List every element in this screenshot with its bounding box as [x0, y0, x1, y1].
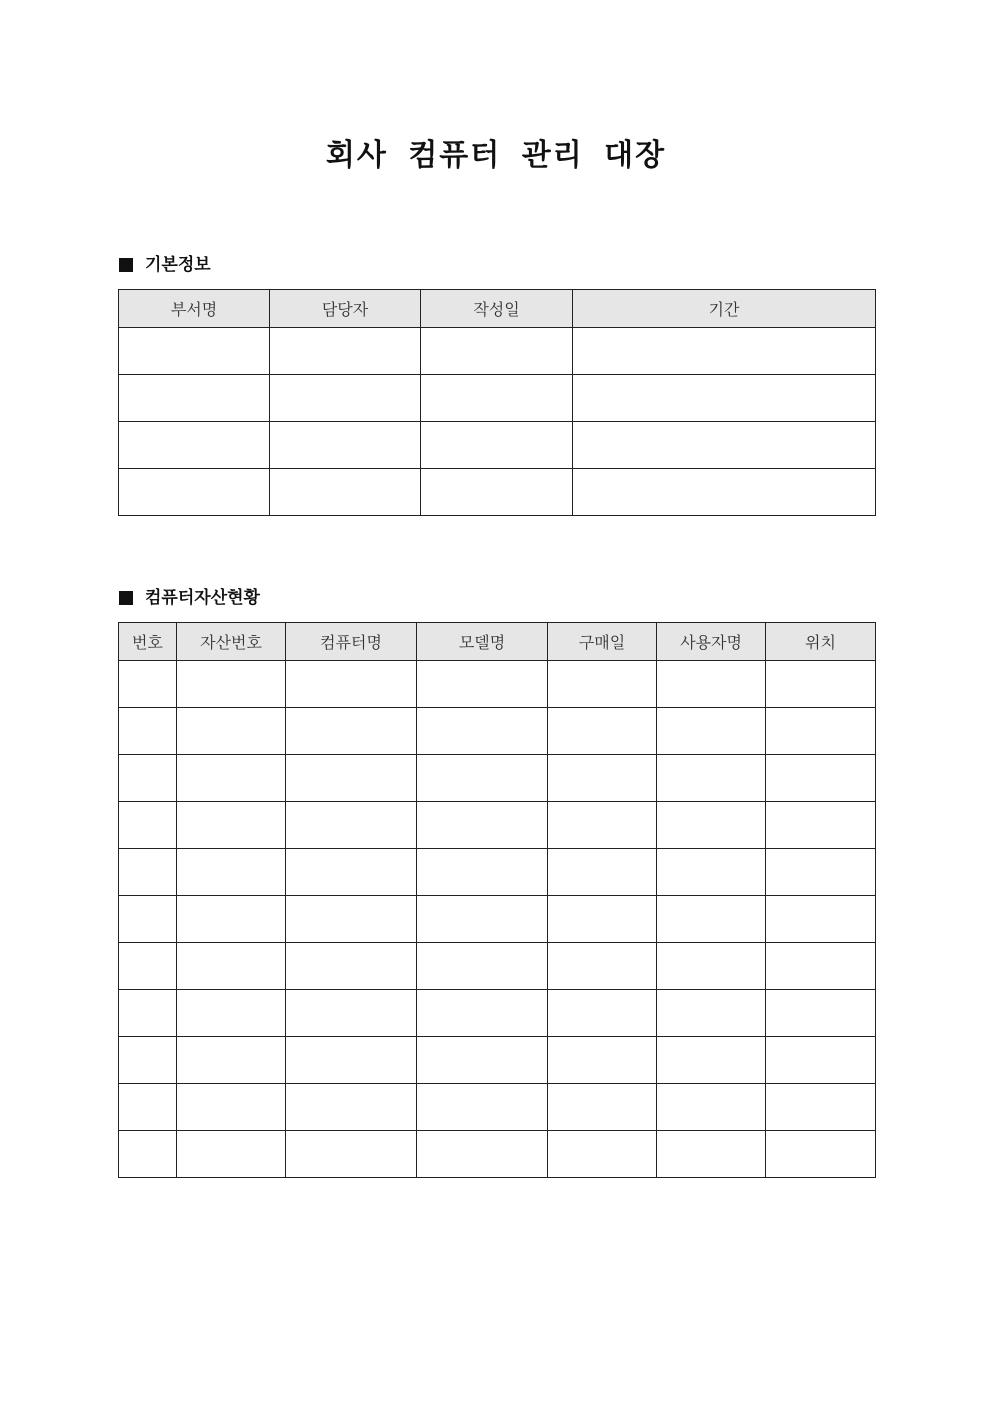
table-row — [119, 943, 876, 990]
table-row — [119, 469, 876, 516]
table-cell[interactable] — [417, 1037, 548, 1084]
table-cell[interactable] — [417, 1084, 548, 1131]
table-cell[interactable] — [119, 1084, 177, 1131]
table-cell[interactable] — [421, 422, 573, 469]
table-cell[interactable] — [657, 802, 766, 849]
table-cell[interactable] — [548, 708, 657, 755]
table-cell[interactable] — [548, 755, 657, 802]
table-cell[interactable] — [548, 661, 657, 708]
table-cell[interactable] — [119, 661, 177, 708]
table-cell[interactable] — [657, 661, 766, 708]
table-cell[interactable] — [177, 1131, 286, 1178]
table-cell[interactable] — [548, 802, 657, 849]
table-cell[interactable] — [119, 896, 177, 943]
table-cell[interactable] — [177, 1084, 286, 1131]
column-header-date-written: 작성일 — [421, 290, 573, 328]
basic-info-table — [118, 289, 876, 516]
table-cell[interactable] — [657, 990, 766, 1037]
table-cell[interactable] — [286, 943, 417, 990]
table-cell[interactable] — [286, 1084, 417, 1131]
basic-info-heading — [119, 253, 211, 277]
table-cell[interactable] — [766, 896, 876, 943]
column-header-asset-number: 자산번호 — [177, 623, 286, 661]
table-cell[interactable] — [177, 661, 286, 708]
table-cell[interactable] — [548, 849, 657, 896]
table-cell[interactable] — [548, 1131, 657, 1178]
table-cell[interactable] — [417, 943, 548, 990]
column-header-period: 기간 — [573, 290, 876, 328]
table-cell[interactable] — [573, 375, 876, 422]
table-cell[interactable] — [548, 990, 657, 1037]
table-cell[interactable] — [548, 1037, 657, 1084]
asset-status-body — [119, 661, 876, 1178]
table-cell[interactable] — [766, 755, 876, 802]
table-row — [119, 755, 876, 802]
table-cell[interactable] — [766, 1037, 876, 1084]
column-header-number: 번호 — [119, 623, 177, 661]
asset-status-heading-label: 컴퓨터자산현황 — [145, 588, 260, 608]
table-cell[interactable] — [270, 328, 421, 375]
table-row — [119, 849, 876, 896]
basic-info-heading-label: 기본정보 — [145, 255, 211, 275]
table-cell[interactable] — [417, 802, 548, 849]
table-cell[interactable] — [657, 943, 766, 990]
table-cell[interactable] — [548, 896, 657, 943]
table-cell[interactable] — [573, 469, 876, 516]
table-cell[interactable] — [657, 896, 766, 943]
table-row — [119, 896, 876, 943]
table-cell[interactable] — [119, 755, 177, 802]
table-cell[interactable] — [421, 469, 573, 516]
table-cell[interactable] — [766, 708, 876, 755]
table-cell[interactable] — [548, 1084, 657, 1131]
column-header-user-name: 사용자명 — [657, 623, 766, 661]
table-cell[interactable] — [119, 849, 177, 896]
table-cell[interactable] — [286, 896, 417, 943]
asset-status-table — [118, 622, 876, 1178]
table-cell[interactable] — [177, 802, 286, 849]
table-cell[interactable] — [417, 896, 548, 943]
table-cell[interactable] — [286, 1131, 417, 1178]
table-cell[interactable] — [548, 943, 657, 990]
table-cell[interactable] — [119, 422, 270, 469]
table-cell[interactable] — [286, 708, 417, 755]
table-row — [119, 661, 876, 708]
table-cell[interactable] — [270, 422, 421, 469]
table-cell[interactable] — [421, 328, 573, 375]
table-cell[interactable] — [766, 849, 876, 896]
table-cell[interactable] — [573, 422, 876, 469]
table-cell[interactable] — [270, 469, 421, 516]
table-cell[interactable] — [177, 708, 286, 755]
table-row — [119, 422, 876, 469]
table-cell[interactable] — [766, 1084, 876, 1131]
document-title: 회사 컴퓨터 관리 대장 — [325, 138, 667, 173]
table-cell[interactable] — [573, 328, 876, 375]
table-cell[interactable] — [177, 943, 286, 990]
table-cell[interactable] — [417, 708, 548, 755]
table-row — [119, 990, 876, 1037]
square-bullet-icon — [119, 591, 133, 605]
table-row — [119, 1037, 876, 1084]
square-bullet-icon — [119, 258, 133, 272]
table-cell[interactable] — [119, 990, 177, 1037]
table-row — [119, 1084, 876, 1131]
column-header-model-name: 모델명 — [417, 623, 548, 661]
table-cell[interactable] — [417, 1131, 548, 1178]
table-cell[interactable] — [119, 943, 177, 990]
table-cell[interactable] — [286, 990, 417, 1037]
table-cell[interactable] — [177, 755, 286, 802]
table-cell[interactable] — [657, 1037, 766, 1084]
asset-status-heading — [119, 586, 260, 610]
table-cell[interactable] — [177, 1037, 286, 1084]
table-cell[interactable] — [766, 990, 876, 1037]
column-header-purchase-date: 구매일 — [548, 623, 657, 661]
table-cell[interactable] — [766, 661, 876, 708]
table-cell[interactable] — [657, 1084, 766, 1131]
table-cell[interactable] — [766, 943, 876, 990]
column-header-location: 위치 — [766, 623, 876, 661]
table-cell[interactable] — [119, 328, 270, 375]
table-cell[interactable] — [286, 661, 417, 708]
table-cell[interactable] — [119, 802, 177, 849]
table-cell[interactable] — [286, 755, 417, 802]
column-header-computer-name: 컴퓨터명 — [286, 623, 417, 661]
table-cell[interactable] — [119, 1131, 177, 1178]
table-cell[interactable] — [657, 708, 766, 755]
basic-info-header-row — [119, 290, 876, 328]
table-row — [119, 1131, 876, 1178]
table-cell[interactable] — [766, 1131, 876, 1178]
table-cell[interactable] — [657, 755, 766, 802]
table-cell[interactable] — [119, 708, 177, 755]
table-row — [119, 708, 876, 755]
column-header-manager: 담당자 — [270, 290, 421, 328]
table-cell[interactable] — [417, 849, 548, 896]
table-cell[interactable] — [417, 661, 548, 708]
table-cell[interactable] — [286, 1037, 417, 1084]
table-cell[interactable] — [177, 849, 286, 896]
table-cell[interactable] — [286, 802, 417, 849]
table-cell[interactable] — [119, 469, 270, 516]
table-cell[interactable] — [421, 375, 573, 422]
table-cell[interactable] — [119, 375, 270, 422]
table-cell[interactable] — [417, 990, 548, 1037]
table-cell[interactable] — [766, 802, 876, 849]
table-cell[interactable] — [177, 990, 286, 1037]
table-row — [119, 802, 876, 849]
table-cell[interactable] — [270, 375, 421, 422]
table-cell[interactable] — [657, 1131, 766, 1178]
table-cell[interactable] — [286, 849, 417, 896]
asset-status-header-row — [119, 623, 876, 661]
column-header-department: 부서명 — [119, 290, 270, 328]
table-cell[interactable] — [177, 896, 286, 943]
table-cell[interactable] — [119, 1037, 177, 1084]
table-row — [119, 375, 876, 422]
table-cell[interactable] — [657, 849, 766, 896]
table-cell[interactable] — [417, 755, 548, 802]
table-row — [119, 328, 876, 375]
